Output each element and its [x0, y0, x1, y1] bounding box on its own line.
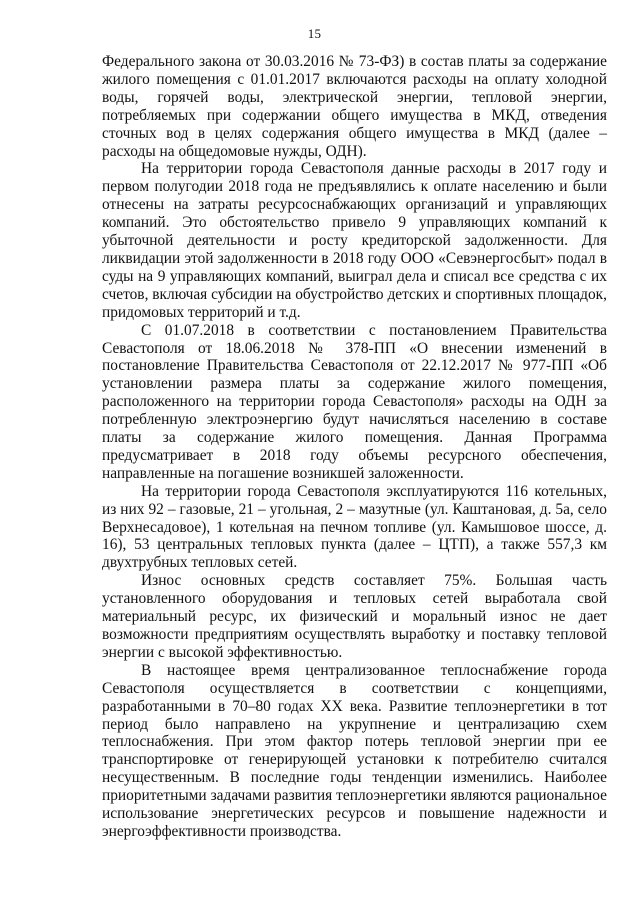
paragraph-wear: Износ основных средств составляет 75%. Большая часть установленного оборудования и тепловых сетей выработала свой материальный ресурс, их физический и моральный износ не дает возможности предприятиям осуществлять выработку и поставку тепловой энергии с высокой эффективностью.	[102, 572, 607, 661]
paragraph-resolution: С 01.07.2018 в соответствии с постановлением Правительства Севастополя от 18.06.2018 № 378-ПП «О внесении изменений в постановление Правительства Севастополя от 22.12.2017 № 977-ПП «Об установлении размера платы за содержание жилого помещения, расположенного на территории города Севастополя» расходы на ОДН за потребленную электроэнергию будут начисляться населению в составе платы за содержание жилого помещения. Данная Программа предусматривает в 2018 году объемы ресурсного обеспечения, направленные на погашение возникшей заложенности.	[102, 321, 607, 482]
paragraph-odn-expenses: На территории города Севастополя данные расходы в 2017 году и первом полугодии 2018 года не предъявлялись к оплате населению и были отнесены на затраты ресурсоснабжающих организаций и управляющих компаний. Это обстоятельство привело 9 управляющих компаний к убыточной деятельности и росту кредиторской задолженности. Для ликвидации этой задолженности в 2018 году ООО «Севэнергосбыт» подал в суды на 9 управляющих компаний, выиграл дела и списал все средства с их счетов, включая субсидии на обустройство детских и спортивных площадок, придомовых территорий и т.д.	[102, 160, 607, 321]
paragraph-boiler-houses: На территории города Севастополя эксплуатируются 116 котельных, из них 92 – газовые, 21 – угольная, 2 – мазутные (ул. Каштановая, д. 5а, село Верхнесадовое), 1 котельная на печном топливе (ул. Камышовое шоссе, д. 16), 53 центральных тепловых пункта (далее – ЦТП), а также 557,3 км двухтрубных тепловых сетей.	[102, 482, 607, 572]
paragraph-heat-supply: В настоящее время централизованное теплоснабжение города Севастополя осуществляется в соответствии с концепциями, разработанными в 70–80 годах XX века. Развитие теплоэнергетики в тот период было направлено на укрупнение и централизацию схем теплоснабжения. При этом фактор потерь тепловой энергии при ее транспортировке от генерирующей установки к потребителю считался несущественным. В последние годы тенденции изменились. Наиболее приоритетными задачами развития теплоэнергетики являются рациональное использование энергетических ресурсов и повышение надежности и энергоэффективности производства.	[102, 661, 607, 840]
page-number: 15	[307, 26, 322, 41]
paragraph-odn-definition: Федерального закона от 30.03.2016 № 73-ФЗ) в состав платы за содержание жилого помещения с 01.01.2017 включаются расходы на оплату холодной воды, горячей воды, электрической энергии, тепловой энергии, потребляемых при содержании общего имущества в МКД, отведения сточных вод в целях содержания общего имущества в МКД (далее – расходы на общедомовые нужды, ОДН).	[102, 53, 607, 160]
body-text	[102, 53, 607, 841]
